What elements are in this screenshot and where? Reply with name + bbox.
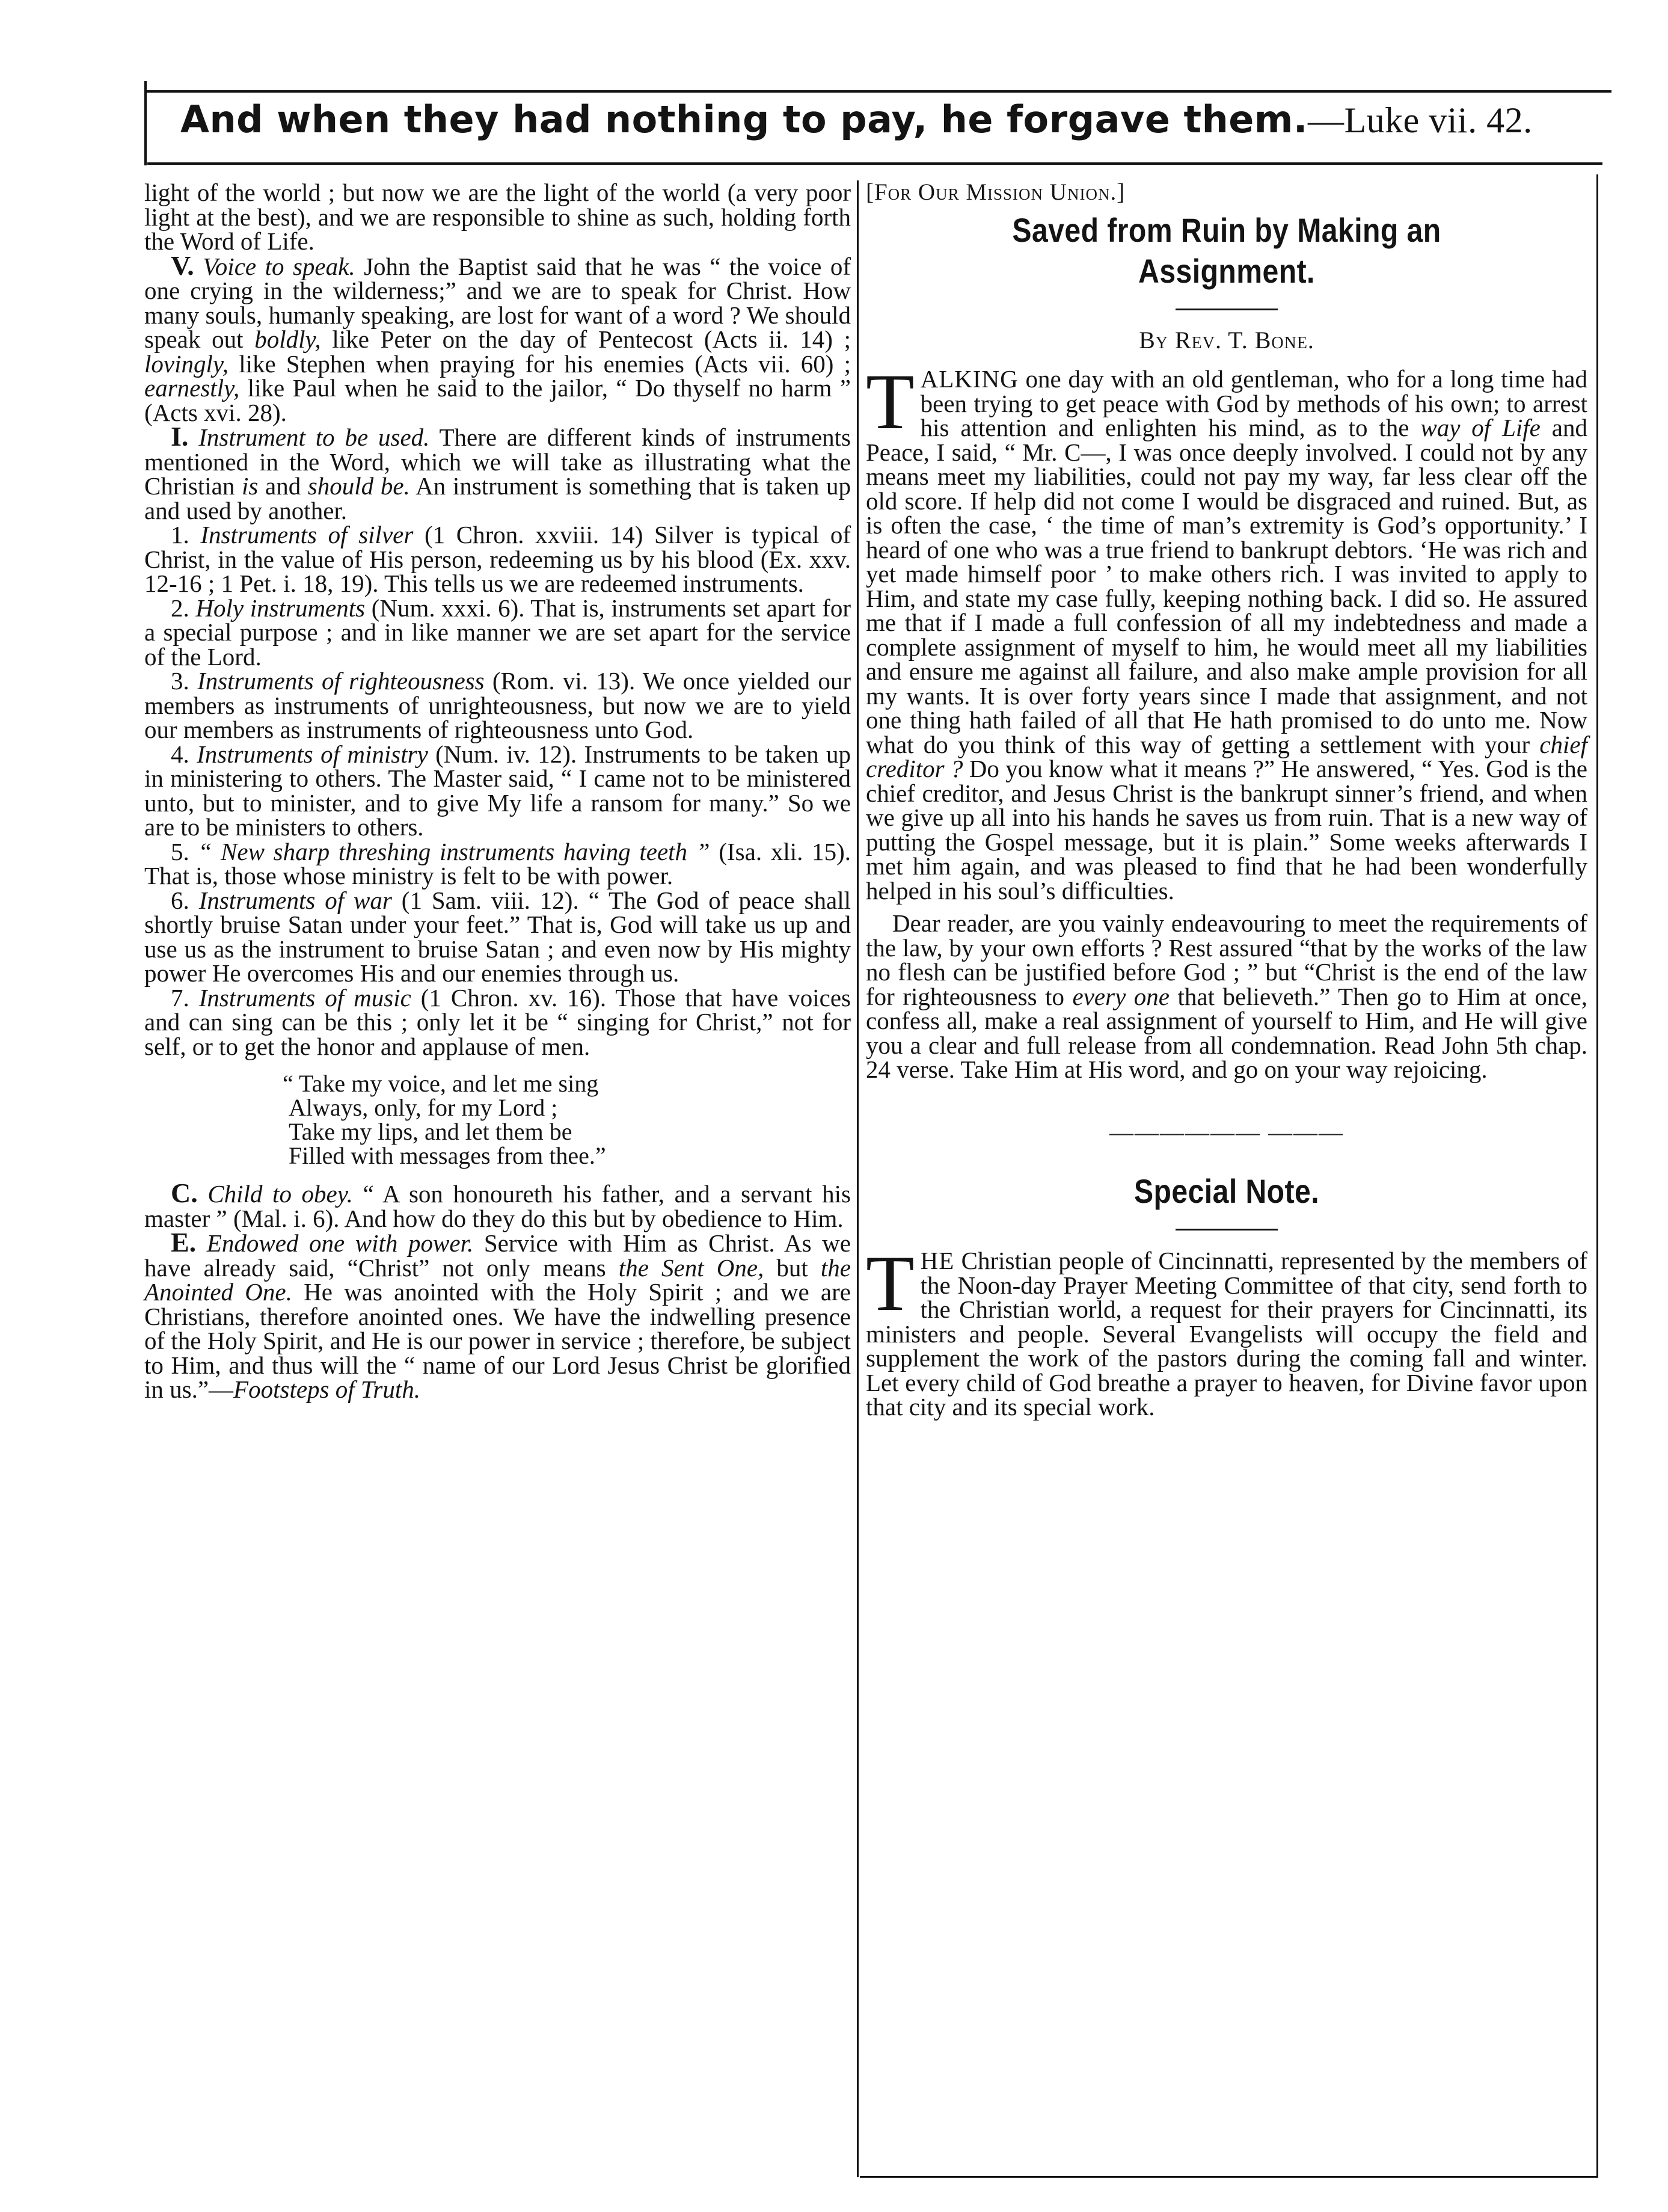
section-marker: V. <box>171 250 194 281</box>
section-separator: —————— ——— <box>1109 1118 1344 1146</box>
poem-line: Take my lips, and let them be <box>289 1118 572 1145</box>
verse-text: And when they had nothing to pay, he forgave them. <box>180 97 1308 141</box>
section-marker: E. <box>171 1227 197 1258</box>
section-v: V. Voice to speak. John the Baptist said that he was “ the voice of one crying in the wilderness;” and we are to speak for Christ. How many souls, humanly speaking, are lost for want of a word ? We should speak out boldly, like Peter on the day of Pentecost (Acts ii. 14) ; lovingly, like Stephen when praying for his enemies (Acts vii. 60) ; earnestly, like Paul when he said to the jailor, “ Do thyself no harm ” (Acts xvi. 28). <box>144 250 851 426</box>
intro-paragraph: light of the world ; but now we are the light of the world (a very poor light at the best), and we are responsible to shine as such, holding forth the Word of Life. <box>144 179 851 255</box>
instrument-item: 5. “ New sharp threshing instruments having teeth ” (Isa. xli. 15). That is, those whose ministry is felt to be with power. <box>144 837 851 889</box>
header-bottom-rule <box>147 162 1602 165</box>
left-column <box>144 180 851 1402</box>
special-note-title: Special Note. <box>1133 1172 1320 1210</box>
bottom-border-rule <box>860 2176 1598 2178</box>
section-e: E. Endowed one with power. Service with Him as Christ. As we have already said, “Christ” not only means the Sent One, but the Anointed One. He was anointed with the Holy Spirit ; and we are Christians, therefore anointed ones. We have the indwelling presence of the Holy Spirit, and He is our power in service ; therefore, be subject to Him, and thus will the “ name of our Lord Jesus Christ be glorified in us.”—Footsteps of Truth. <box>144 1227 851 1403</box>
special-note-paragraph: THE Christian people of Cincinnatti, represented by the members of the Noon-day Prayer Meeting Committee of that city, send forth to the Christian world, a request for their prayers for Cincinnatti, its ministers and people. Several Evangelists will occupy the field and supplement the work of the pastors during the coming fall and winter. Let every child of God breathe a prayer to heaven, for Divine favor upon that city and its special work. <box>866 1239 1587 1421</box>
instrument-item: 4. Instruments of ministry (Num. iv. 12). Instruments to be taken up in ministering to others. The Master said, “ I came not to be ministered unto, but to minister, and to give My life a ransom for many.” So we are to be ministers to others. <box>144 740 851 841</box>
instrument-item: 7. Instruments of music (1 Chron. xv. 16). Those that have voices and can sing can be this ; only let it be “ singing for Christ,” not for self, or to get the honor and applause of men. <box>144 983 851 1060</box>
top-border-rule <box>144 90 1611 93</box>
header-verse <box>180 97 1611 152</box>
poem-line: Filled with messages from thee.” <box>289 1142 606 1169</box>
article-attribution: [For Our Mission Union.] <box>866 179 1126 205</box>
instrument-item: 2. Holy instruments (Num. xxxi. 6). That is, instruments set apart for a special purpose ; and in like manner we are set apart for the service of the Lord. <box>144 594 851 671</box>
poem-line: Always, only, for my Lord ; <box>289 1094 558 1121</box>
drop-cap: T <box>866 357 915 446</box>
instrument-item: 6. Instruments of war (1 Sam. viii. 12). “ The God of peace shall shortly bruise Satan under your feet.” That is, God will take us up and use us as the instrument to bruise Satan ; and even now by His mighty power He overcomes His and our enemies through us. <box>144 886 851 987</box>
section-heading: Instrument to be used. <box>198 423 430 451</box>
title-rule <box>1176 309 1278 310</box>
column-divider <box>857 180 859 2177</box>
section-i: I. Instrument to be used. There are different kinds of instruments mentioned in the Word, which we will take as illustrating what the Christian is and should be. An instrument is something that is taken up and used by another. <box>144 421 851 524</box>
verse-reference: —Luke vii. 42. <box>1307 100 1533 140</box>
article-title: Saved from Ruin by Making an Assignment. <box>1012 210 1441 290</box>
section-heading: Voice to speak. <box>203 252 355 280</box>
section-marker: C. <box>171 1178 198 1208</box>
title-rule <box>1176 1229 1278 1230</box>
source-citation: Footsteps of Truth. <box>233 1375 421 1403</box>
section-marker: I. <box>171 421 189 452</box>
hymn-quote <box>283 1072 851 1168</box>
instrument-item: 1. Instruments of silver (1 Chron. xxviii. 14) Silver is typical of Christ, in the value of His person, redeeming us by his blood (Ex. xxv. 12-16 ; 1 Pet. i. 18, 19). This tells us we are redeemed instruments. <box>144 521 851 597</box>
poem-line: “ Take my voice, and let me sing <box>283 1070 599 1097</box>
section-heading: Child to obey. <box>207 1180 353 1208</box>
instrument-item: 3. Instruments of righteousness (Rom. vi. 13). We once yielded our members as instruments of unrighteousness, but now we are to yield our members as instruments of righteousness unto God. <box>144 667 851 743</box>
right-border-rule <box>1596 174 1598 2177</box>
article-paragraph: TALKING one day with an old gentleman, who for a long time had been trying to get peace with God by methods of his own; to arrest his attention and enlighten his mind, as to the way of Life and Peace, I said, “ Mr. C—, I was once deeply involved. I could not by any means meet my liabilities, could not pay my way, far less clear off the old score. If help did not come I would be disgraced and ruined. But, as is often the case, ‘ the time of man’s extremity is God’s opportunity.’ I heard of one who was a true friend to bankrupt debtors. ‘He was rich and yet made himself poor ’ to make others rich. I was invited to apply to Him, and state my case fully, keeping nothing back. I did so. He assured me that if I made a full confession of all my indebtedness and made a complete assignment of myself to him, he would meet all my liabilities and ensure me against all failure, and also make ample provision for all my wants. It is over forty years since I made that assignment, and not one thing hath failed of all that He hath promised to do unto me. Now what do you think of this way of getting a settlement with your chief creditor ? Do you know what it means ?” He answered, “ Yes. God is the chief creditor, and Jesus Christ is the bankrupt sinner’s friend, and when we give up all into his hands he saves us from ruin. That is a new way of putting the Gospel message, but it is plain.” Some weeks afterwards I met him again, and was pleased to find that he had been wonderfully helped in his soul’s difficulties. <box>866 357 1587 905</box>
section-c: C. Child to obey. “ A son honoureth his father, and a servant his master ” (Mal. i. 6). And how do they do this but by obedience to Him. <box>144 1178 851 1232</box>
right-column <box>866 180 1587 1419</box>
article-byline: By Rev. T. Bone. <box>1139 326 1314 354</box>
left-border-rule <box>144 81 147 165</box>
article-paragraph: Dear reader, are you vainly endeavouring to meet the requirements of the law, by your own efforts ? Rest assured “that by the works of the law no flesh can be justified before God ; ” but “Christ is the end of the law for righteousness to every one that believeth.” Then go to Him at once, confess all, make a real assignment of yourself to Him, and He will give you a clear and full release from all condemnation. Read John 5th chap. 24 verse. Take Him at His word, and go on your way rejoicing. <box>866 909 1587 1083</box>
section-heading: Endowed one with power. <box>206 1229 474 1257</box>
drop-cap: T <box>866 1239 915 1327</box>
